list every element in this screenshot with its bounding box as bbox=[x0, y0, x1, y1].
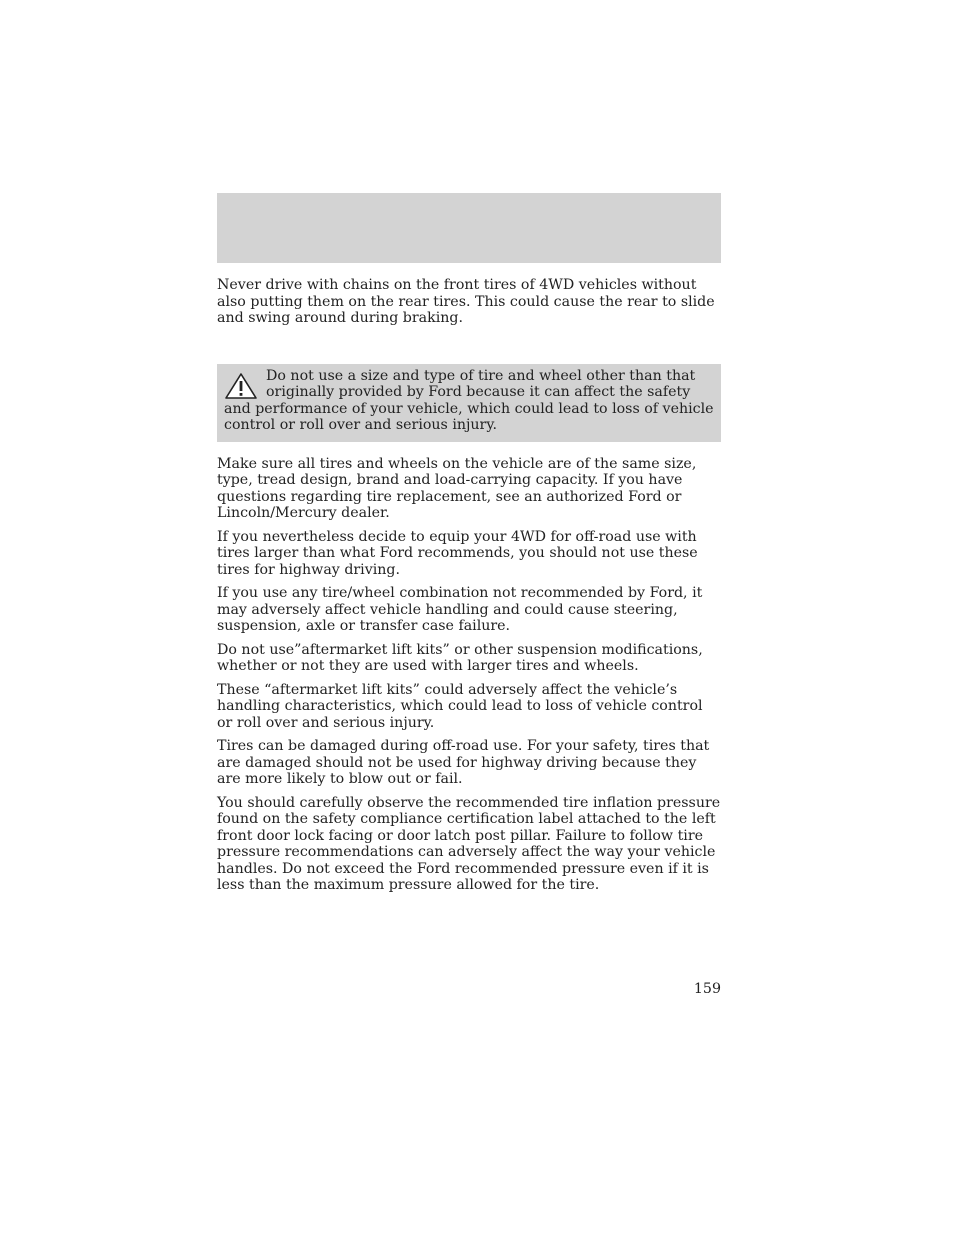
body-paragraph-3: If you use any tire/wheel combination not recommended by Ford, it may adversely affect vehicle handling and could cause steering, suspension, axle or transfer case failure. bbox=[217, 585, 703, 634]
body-paragraph-6: Tires can be damaged during off-road use. For your safety, tires that are damaged should not be used for highway driving because they are more likely to blow out or fail. bbox=[217, 738, 710, 787]
intro-paragraph: Never drive with chains on the front tires of 4WD vehicles without also putting them on the rear tires. This could cause the rear to slide and swing around during braking. bbox=[217, 277, 715, 326]
page-content bbox=[217, 277, 721, 901]
header-band bbox=[217, 193, 721, 263]
warning-box bbox=[217, 364, 721, 442]
page-number: 159 bbox=[693, 981, 721, 997]
warning-triangle-icon bbox=[224, 372, 258, 400]
body-paragraph-2: If you nevertheless decide to equip your 4WD for off-road use with tires larger than what Ford recommends, you should not use these tires for highway driving. bbox=[217, 528, 698, 578]
body-paragraph-1: Make sure all tires and wheels on the vehicle are of the same size, type, tread design, brand and load-carrying capacity. If you have questions regarding tire replacement, see an authorized Ford or Lincoln/Mercury dealer. bbox=[217, 455, 697, 521]
body-paragraph-7: You should carefully observe the recommended tire inflation pressure found on the safety compliance certification label attached to the left front door lock facing or door latch post pillar. Failure to follow tire pressure recommendations can adversely affect the way your vehicle handles. Do not exceed the Ford recommended pressure even if it is less than the maximum pressure allowed for the tire. bbox=[217, 794, 721, 893]
body-paragraph-4: Do not use”aftermarket lift kits” or other suspension modifications, whether or not they are used with larger tires and wheels. bbox=[217, 641, 703, 674]
body-paragraph-5: These “aftermarket lift kits” could adversely affect the vehicle’s handling characteristics, which could lead to loss of vehicle control or roll over and serious injury. bbox=[217, 681, 703, 731]
warning-text: Do not use a size and type of tire and wheel other than that originally provided by Ford because it can affect the safety and performance of your vehicle, which could lead to loss of vehicle control or roll over and serious injury. bbox=[224, 367, 714, 433]
